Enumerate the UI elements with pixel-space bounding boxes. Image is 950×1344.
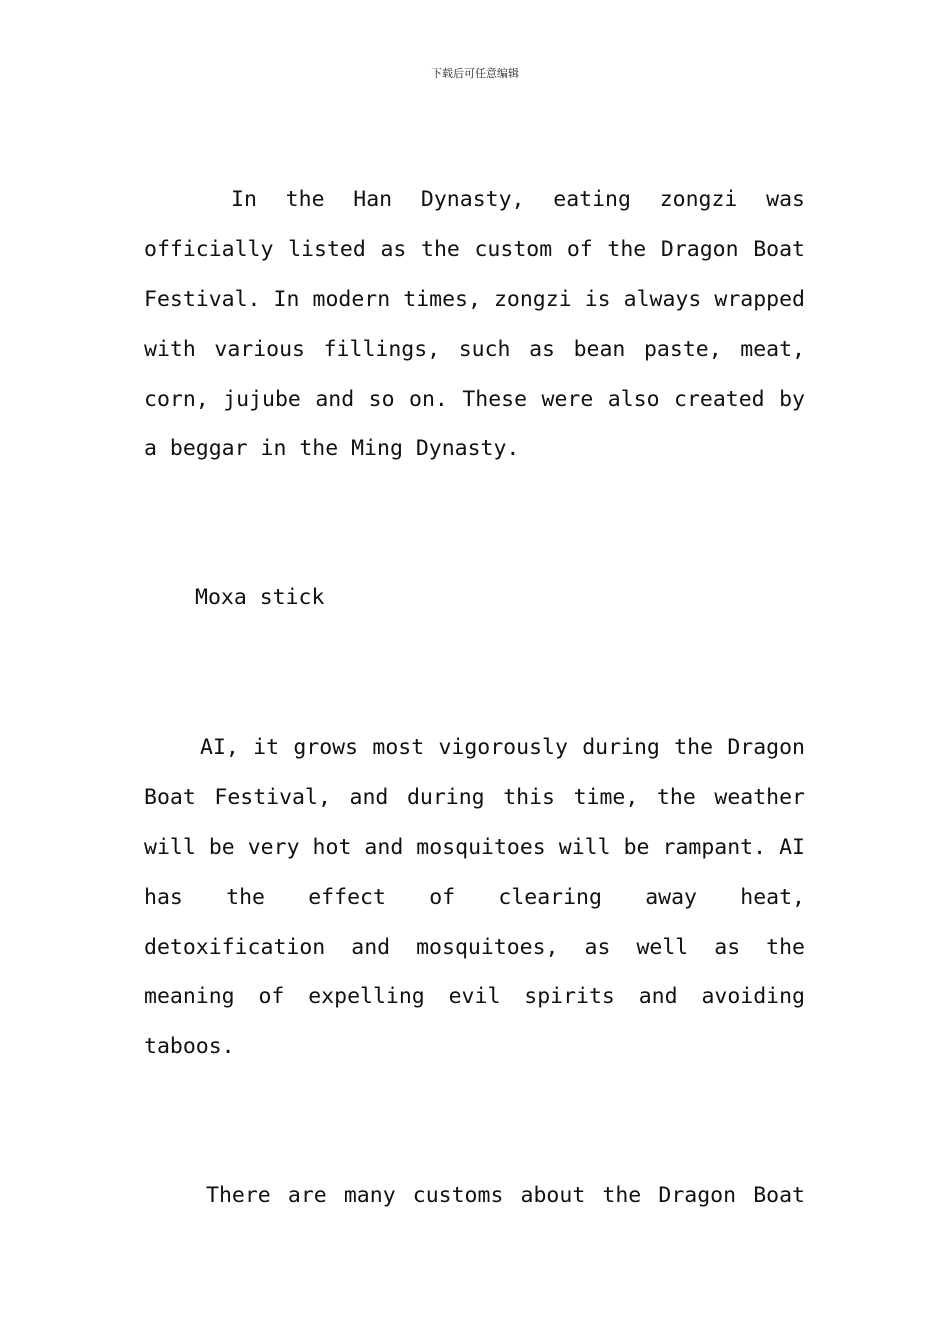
paragraph-line: meaning of expelling evil spirits and avoiding <box>144 984 805 1010</box>
paragraph-line: has the effect of clearing away heat, <box>144 884 805 910</box>
paragraph-line: corn, jujube and so on. These were also created by <box>144 386 805 412</box>
paragraph-line: In the Han Dynasty, eating zongzi was <box>231 187 805 212</box>
paragraph-line: will be very hot and mosquitoes will be rampant. AI <box>144 834 805 860</box>
section-heading-moxa-stick: Moxa stick <box>195 585 325 610</box>
paragraph-line: taboos. <box>144 1034 235 1060</box>
paragraph-line: AI, it grows most vigorously during the Dragon <box>200 735 805 760</box>
paragraph-line: Festival. In modern times, zongzi is always wrapped <box>144 286 805 312</box>
paragraph-line: There are many customs about the Dragon Boat <box>206 1183 805 1208</box>
paragraph-line: officially listed as the custom of the Dragon Boat <box>144 236 805 262</box>
paragraph-moxa <box>144 723 805 1072</box>
paragraph-line: with various fillings, such as bean paste, meat, <box>144 336 805 362</box>
paragraph-zongzi <box>144 175 805 474</box>
paragraph-line: Boat Festival, and during this time, the weather <box>144 784 805 810</box>
paragraph-line: detoxification and mosquitoes, as well as the <box>144 934 805 960</box>
page-header: 下载后可任意编辑 <box>431 67 519 80</box>
paragraph-line: a beggar in the Ming Dynasty. <box>144 436 520 462</box>
paragraph-customs <box>144 1171 805 1221</box>
